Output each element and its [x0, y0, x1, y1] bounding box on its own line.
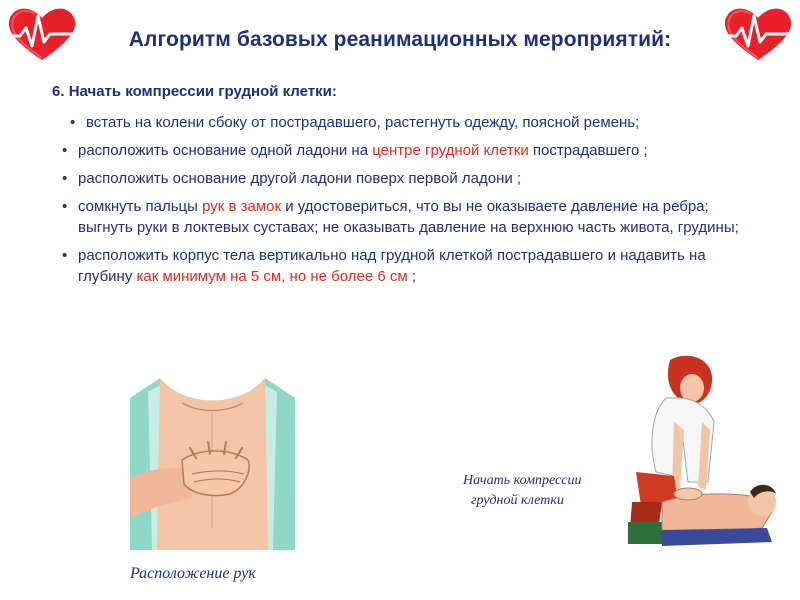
highlight-text: центре грудной клетки: [372, 142, 529, 159]
step-number: 6.: [52, 83, 65, 100]
instruction-list: [58, 112, 758, 294]
hands-placement-illustration: [130, 378, 295, 550]
highlight-text: как минимум на 5 см, но не более 6 см: [136, 268, 408, 285]
step-heading-text: Начать компрессии грудной клетки:: [68, 83, 337, 100]
caption-hands-placement: Расположение рук: [130, 565, 256, 582]
page-title: Алгоритм базовых реанимационных мероприятий:: [128, 28, 672, 51]
list-item: • расположить основание одной ладони на центре грудной клетки пострадавшего ;: [58, 140, 758, 161]
list-item: • расположить корпус тела вертикально над грудной клеткой пострадавшего и надавить на глубину как минимум на 5 см, но не более 6 см ;: [58, 245, 758, 287]
list-item: • сомкнуть пальцы рук в замок и удостовериться, что вы не оказываете давление на ребра; выгнуть руки в локтевых суставах; не оказывать давление на верхнюю часть живота, грудины;: [58, 196, 758, 238]
highlight-text: рук в замок: [202, 198, 282, 215]
step-heading: [52, 83, 337, 100]
list-item: • расположить основание другой ладони поверх первой ладони ;: [58, 168, 758, 189]
cpr-illustration: [622, 352, 782, 562]
caption-start-compressions: Начать компрессии грудной клетки: [463, 473, 582, 508]
list-item: • встать на колени сбоку от пострадавшего, растегнуть одежду, поясной ремень;: [58, 112, 758, 133]
